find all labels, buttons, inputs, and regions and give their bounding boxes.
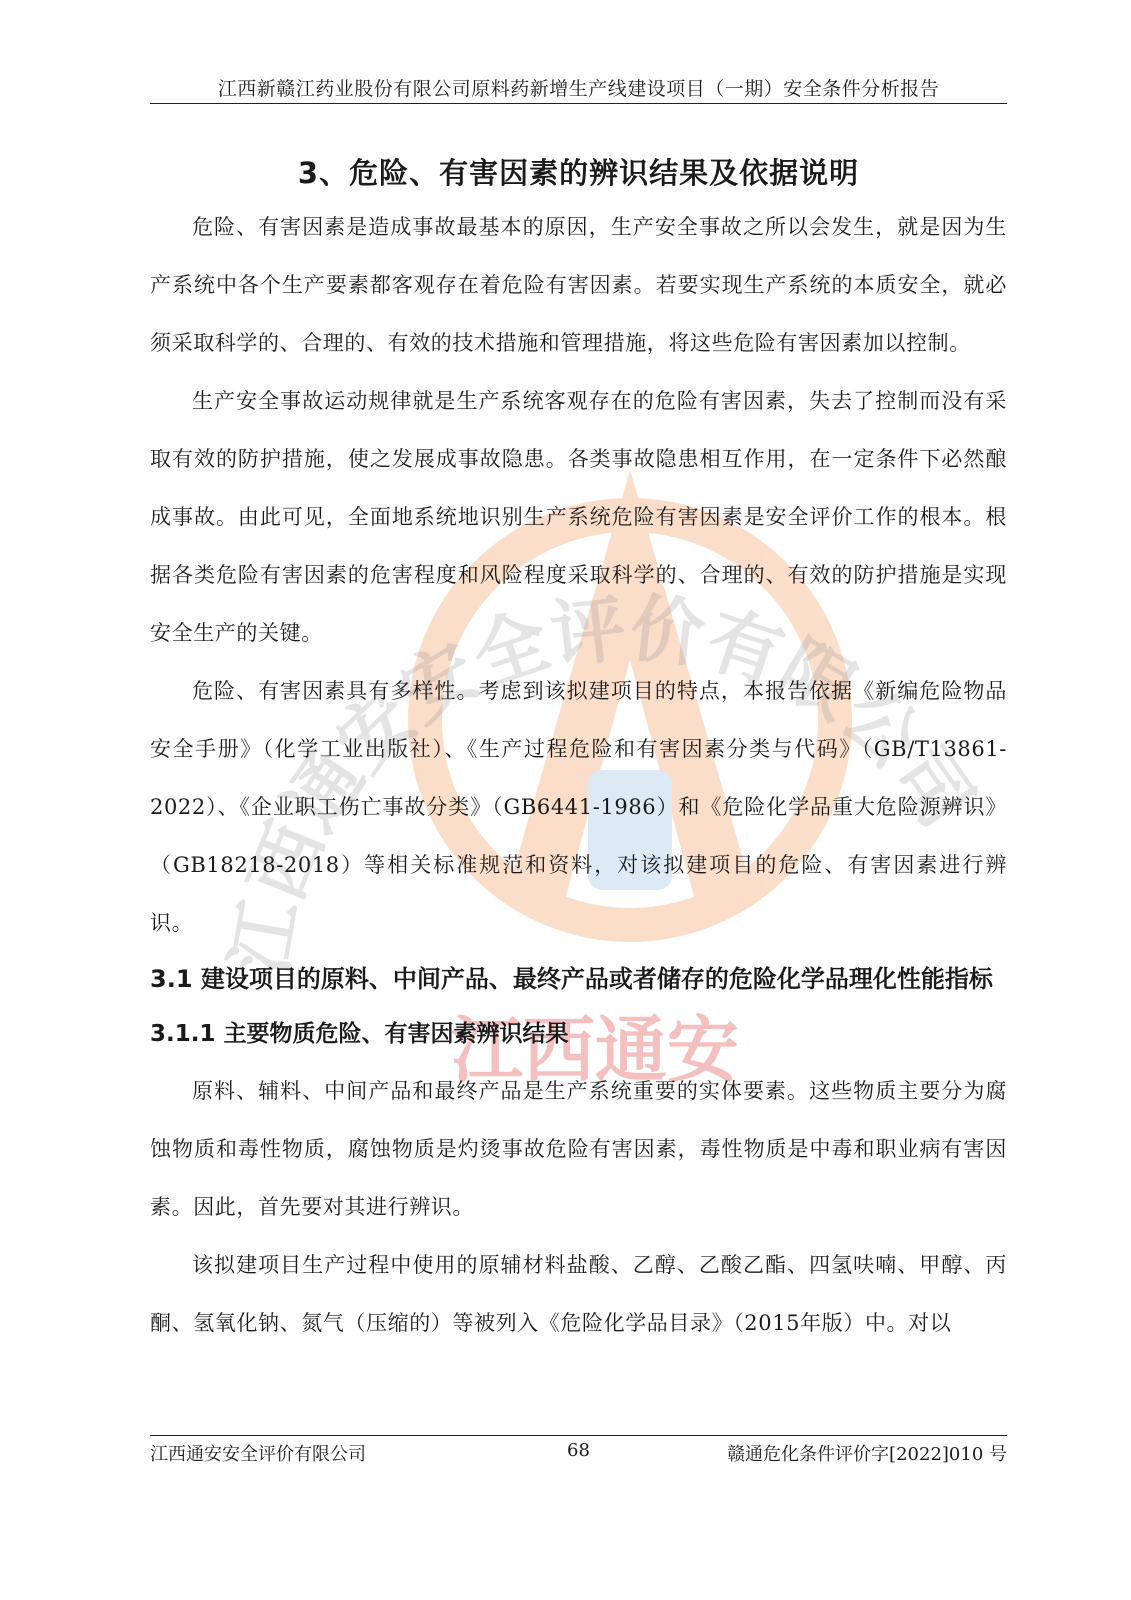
paragraph-1: 危险、有害因素是造成事故最基本的原因，生产安全事故之所以会发生，就是因为生产系统中各个生产要素都客观存在着危险有害因素。若要实现生产系统的本质安全，就必须采取科学的、合理的、有效的技术措施和管理措施，将这些危险有害因素加以控制。 — [150, 215, 1007, 355]
page-body — [150, 148, 1007, 1352]
page-footer — [150, 1440, 1007, 1466]
paragraph-3: 危险、有害因素具有多样性。考虑到该拟建项目的特点，本报告依据《新编危险物品安全手册》（化学工业出版社）、《生产过程危险和有害因素分类与代码》（GB/T13861-2022）、《企业职工伤亡事故分类》（GB6441-1986）和《危险化学品重大危险源辨识》（GB18218-2018）等相关标准规范和资料，对该拟建项目的危险、有害因素进行辨识。 — [150, 679, 1007, 935]
paragraph-2: 生产安全事故运动规律就是生产系统客观存在的危险有害因素，失去了控制而没有采取有效的防护措施，使之发展成事故隐患。各类事故隐患相互作用，在一定条件下必然酿成事故。由此可见，全面地系统地识别生产系统危险有害因素是安全评价工作的根本。根据各类危险有害因素的危害程度和风险程度采取科学的、合理的、有效的防护措施是实现安全生产的关键。 — [150, 389, 1007, 645]
section-3-1-heading: 3.1 建设项目的原料、中间产品、最终产品或者储存的危险化学品理化性能指标 — [150, 965, 993, 993]
header-divider — [150, 103, 1007, 104]
footer-company: 江西通安安全评价有限公司 — [150, 1444, 366, 1465]
page-header: 江西新赣江药业股份有限公司原料药新增生产线建设项目（一期）安全条件分析报告 — [217, 78, 940, 100]
footer-divider — [150, 1435, 1007, 1436]
stamp-center-text: 江西通安 — [450, 1008, 740, 1092]
section-3-1-1-heading: 3.1.1 主要物质危险、有害因素辨识结果 — [150, 1021, 569, 1047]
paragraph-5: 该拟建项目生产过程中使用的原辅材料盐酸、乙醇、乙酸乙酯、四氢呋喃、甲醇、丙酮、氢氧化钠、氮气（压缩的）等被列入《危险化学品目录》（2015年版）中。对以 — [150, 1253, 1007, 1335]
chapter-title: 3、危险、有害因素的辨识结果及依据说明 — [297, 156, 860, 190]
footer-page-number: 68 — [567, 1440, 590, 1461]
stamp-arc-text: 江西通安安全评价有限公司 — [216, 585, 990, 982]
paragraph-4: 原料、辅料、中间产品和最终产品是生产系统重要的实体要素。这些物质主要分为腐蚀物质和毒性物质，腐蚀物质是灼烫事故危险有害因素，毒性物质是中毒和职业病有害因素。因此，首先要对其进行辨识。 — [150, 1079, 1007, 1219]
footer-doc-number: 赣通危化条件评价字[2022]010 号 — [727, 1444, 1007, 1465]
